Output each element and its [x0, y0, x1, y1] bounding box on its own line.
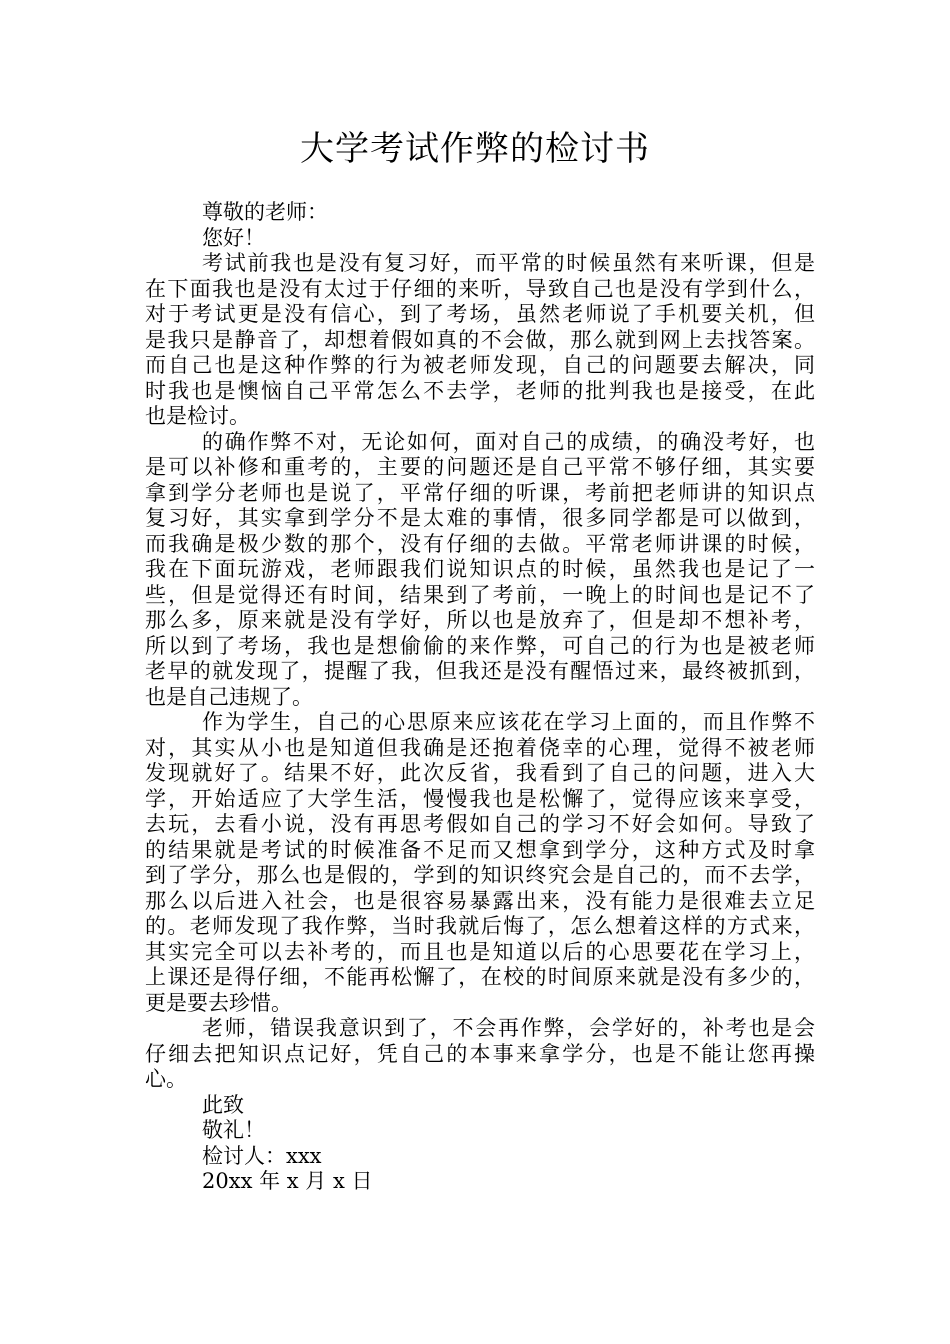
paragraph-line: 在下面我也是没有太过于仔细的来听，导致自己也是没有学到什么， [145, 276, 815, 301]
paragraph-line: 所以到了考场，我也是想偷偷的来作弊，可自己的行为也是被老师 [145, 633, 815, 658]
paragraph-line: 心。 [145, 1067, 187, 1091]
paragraph-1 [145, 251, 815, 430]
signer: 检讨人：xxx [202, 1143, 322, 1168]
document-body [145, 200, 815, 1195]
paragraph-line: 去玩，去看小说，没有再思考假如自己的学习不好会如何。导致了 [145, 812, 815, 836]
paragraph-line: 而我确是极少数的那个，没有仔细的去做。平常老师讲课的时候， [145, 531, 815, 556]
paragraph-line: 仔细去把知识点记好，凭自己的本事来拿学分，也是不能让您再操 [145, 1041, 815, 1066]
paragraph-line: 老早的就发现了，提醒了我，但我还是没有醒悟过来，最终被抓到， [145, 659, 815, 683]
paragraph-line: 是可以补修和重考的，主要的问题还是自己平常不够仔细，其实要 [145, 455, 815, 479]
paragraph-line: 对于考试更是没有信心，到了考场，虽然老师说了手机要关机，但 [145, 302, 815, 326]
paragraph-line: 也是检讨。 [145, 404, 250, 428]
closing-line-2: 敬礼！ [202, 1118, 265, 1142]
closing-line-1: 此致 [202, 1092, 244, 1117]
paragraph-line: 那么以后进入社会，也是很容易暴露出来，没有能力是很难去立足 [145, 888, 815, 913]
paragraph-2 [145, 430, 815, 711]
document-title: 大学考试作弊的检讨书 [300, 129, 650, 169]
paragraph-line: 是我只是静音了，却想着假如真的不会做，那么就到网上去找答案。 [145, 327, 815, 352]
paragraph-line: 考试前我也是没有复习好，而平常的时候虽然有来听课，但是 [202, 251, 815, 275]
date: 20xx 年 x 月 x 日 [202, 1169, 373, 1193]
paragraph-line: 时我也是懊恼自己平常怎么不去学，老师的批判我也是接受，在此 [145, 378, 815, 403]
paragraph-line: 对，其实从小也是知道但我确是还抱着侥幸的心理，觉得不被老师 [145, 735, 815, 760]
paragraph-line: 些，但是觉得还有时间，结果到了考前，一晚上的时间也是记不了 [145, 582, 815, 607]
paragraph-line: 的。老师发现了我作弊，当时我就后悔了，怎么想着这样的方式来， [145, 914, 815, 938]
paragraph-line: 上课还是得仔细，不能再松懈了，在校的时间原来就是没有多少的， [145, 965, 815, 989]
paragraph-line: 而自己也是这种作弊的行为被老师发现，自己的问题要去解决，同 [145, 353, 815, 377]
paragraph-line: 的确作弊不对，无论如何，面对自己的成绩，的确没考好，也 [202, 429, 815, 454]
paragraph-3 [145, 710, 815, 1016]
paragraph-line: 发现就好了。结果不好，此次反省，我看到了自己的问题，进入大 [145, 761, 815, 785]
paragraph-line: 复习好，其实拿到学分不是太难的事情，很多同学都是可以做到， [145, 506, 815, 530]
paragraph-line: 那么多，原来就是没有学好，所以也是放弃了，但是却不想补考， [145, 608, 815, 632]
paragraph-line: 更是要去珍惜。 [145, 990, 292, 1015]
paragraph-line: 老师，错误我意识到了，不会再作弊，会学好的，补考也是会 [202, 1016, 815, 1040]
greeting: 您好！ [202, 225, 265, 250]
paragraph-line: 作为学生，自己的心思原来应该花在学习上面的，而且作弊不 [202, 710, 815, 734]
salutation: 尊敬的老师： [202, 200, 328, 224]
paragraph-line: 拿到学分老师也是说了，平常仔细的听课，考前把老师讲的知识点 [145, 480, 815, 505]
paragraph-line: 学，开始适应了大学生活，慢慢我也是松懈了，觉得应该来享受， [145, 786, 815, 811]
paragraph-line: 的结果就是考试的时候准备不足而又想拿到学分，这种方式及时拿 [145, 837, 815, 862]
paragraph-line: 到了学分，那么也是假的，学到的知识终究会是自己的，而不去学， [145, 863, 815, 887]
paragraph-line: 其实完全可以去补考的，而且也是知道以后的心思要花在学习上， [145, 939, 815, 964]
paragraph-line: 我在下面玩游戏，老师跟我们说知识点的时候，虽然我也是记了一 [145, 557, 815, 581]
paragraph-line: 也是自己违规了。 [145, 684, 313, 709]
paragraph-4 [145, 1016, 815, 1093]
